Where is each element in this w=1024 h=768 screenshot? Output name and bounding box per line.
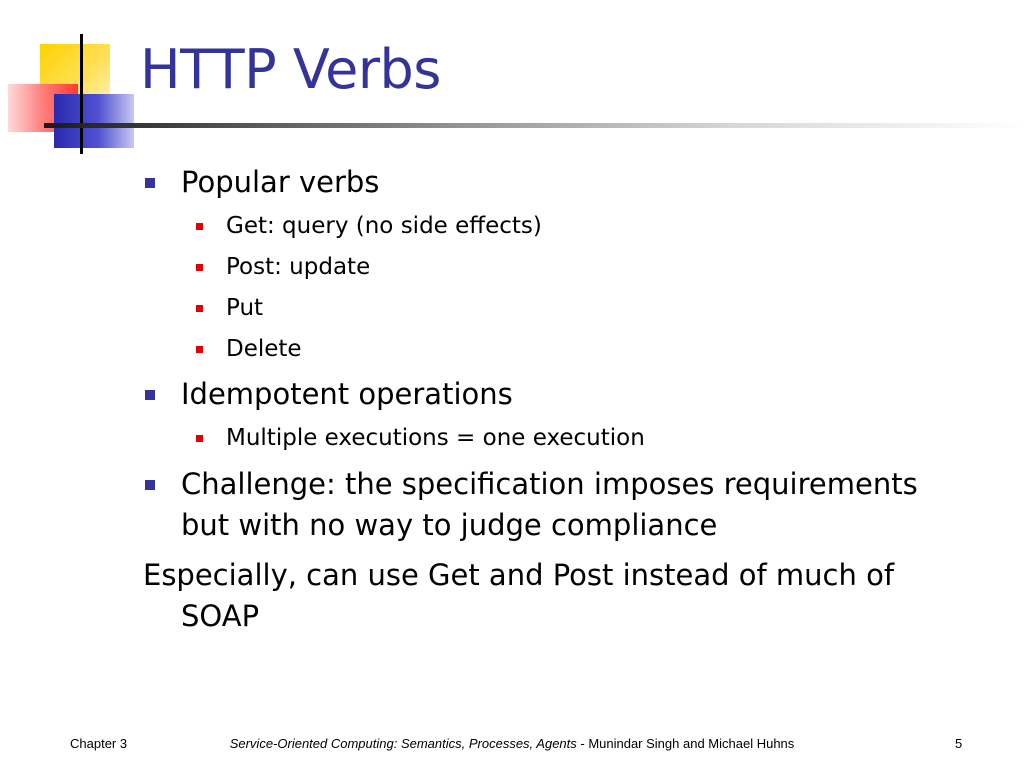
bullet-text: Idempotent operations (181, 377, 513, 411)
bullet-idempotent (181, 374, 513, 415)
paragraph-line1: Especially, can use Get and Post instead of much of (143, 558, 895, 592)
footer-authors: - Munindar Singh and Michael Huhns (576, 736, 795, 751)
bullet-square-icon (145, 390, 155, 400)
bullet-text: Popular verbs (181, 165, 380, 199)
sub-bullet-get (226, 210, 542, 242)
sub-bullet-square-icon (196, 305, 203, 312)
sub-bullet-text: Get: query (no side effects) (226, 213, 542, 239)
plain-paragraph (143, 555, 894, 596)
bullet-square-icon (145, 480, 155, 490)
sub-bullet-text: Put (226, 295, 264, 321)
sub-bullet-square-icon (196, 435, 203, 442)
title-divider (44, 123, 1024, 128)
sub-bullet-text: Multiple executions = one execution (226, 425, 645, 451)
sub-bullet-square-icon (196, 264, 203, 271)
sub-bullet-put (226, 292, 263, 324)
bullet-popular-verbs (181, 162, 379, 203)
bullet-challenge (181, 464, 918, 505)
sub-bullet-text: Post: update (226, 254, 371, 280)
plain-paragraph-continuation (181, 596, 259, 637)
bullet-text-line2: but with no way to judge compliance (181, 508, 718, 542)
bullet-text-line1: Challenge: the specification imposes requirements (181, 467, 918, 501)
bullet-square-icon (145, 178, 155, 188)
sub-bullet-text: Delete (226, 336, 302, 362)
slide-logo-graphic (0, 0, 150, 160)
sub-bullet-post (226, 251, 370, 283)
sub-bullet-square-icon (196, 223, 203, 230)
logo-blue-square (54, 94, 134, 148)
footer-citation (0, 736, 1024, 751)
footer-chapter: Chapter 3 (70, 736, 128, 751)
footer-book-title: Service-Oriented Computing: Semantics, Processes, Agents (229, 736, 577, 751)
bullet-challenge-continuation (181, 505, 717, 546)
sub-bullet-multiple-executions (226, 422, 645, 454)
paragraph-line2: SOAP (181, 599, 260, 633)
logo-vertical-line (80, 34, 83, 154)
sub-bullet-delete (226, 333, 302, 365)
footer-page-number: 5 (955, 736, 963, 751)
slide-title: HTTP Verbs (140, 38, 441, 101)
sub-bullet-square-icon (196, 346, 203, 353)
